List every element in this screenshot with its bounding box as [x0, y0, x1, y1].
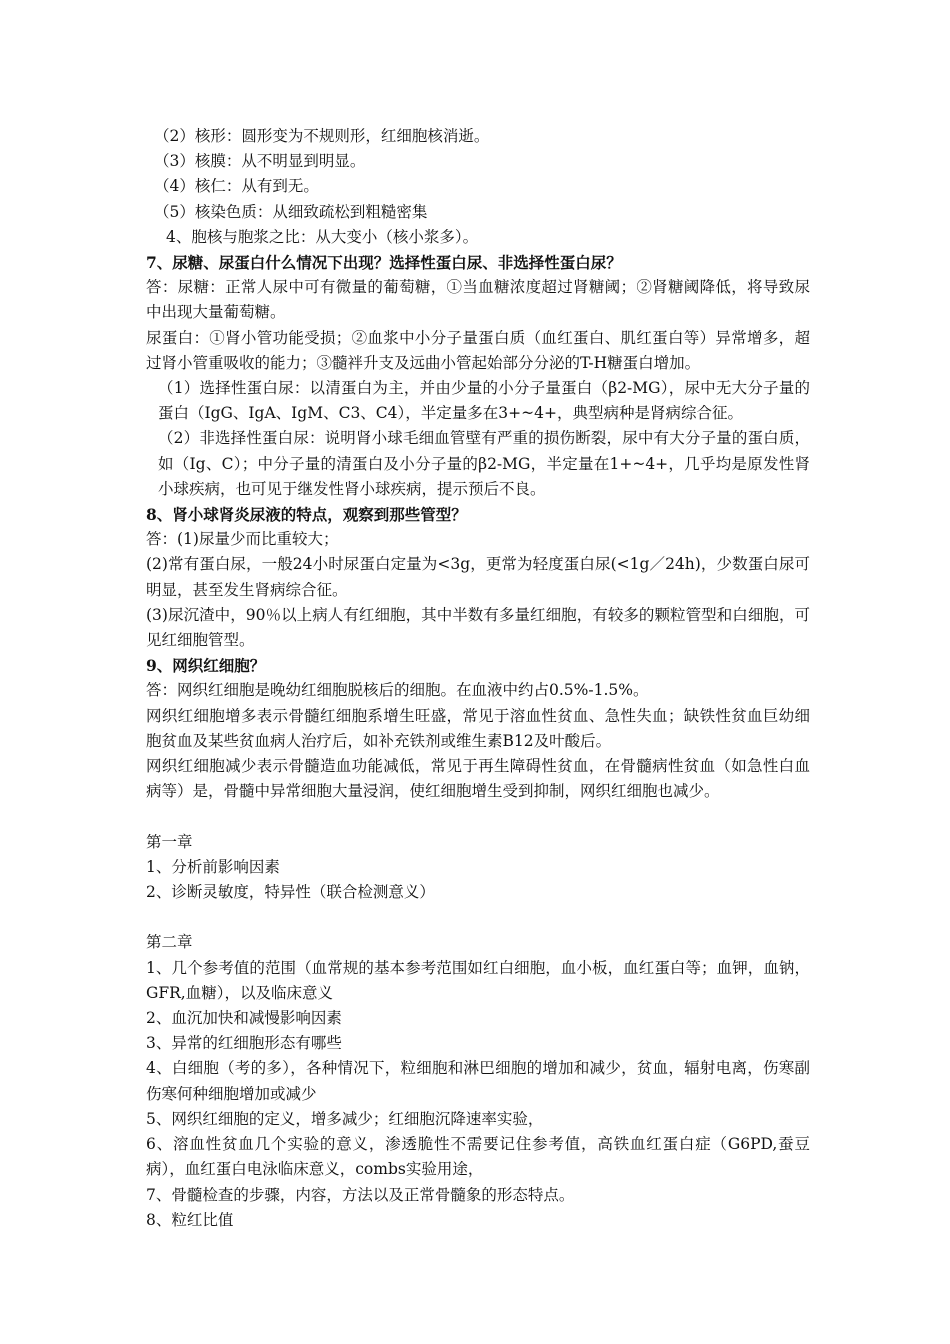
text-line: 4、胞核与胞浆之比：从大变小（核小浆多）。 [166, 227, 479, 246]
list-item: 7、骨髓检查的步骤，内容，方法以及正常骨髓象的形态特点。 [146, 1185, 575, 1204]
list-item: 1、分析前影响因素 [146, 857, 280, 876]
chapter-heading: 第二章 [146, 933, 193, 952]
chapter-heading: 第一章 [146, 832, 193, 851]
question-heading-8: 8、肾小球肾炎尿液的特点，观察到那些管型？ [146, 505, 467, 525]
paragraph: (2)常有蛋白尿，一般24小时尿蛋白定量为<3g，更常为轻度蛋白尿(<1g／24h)，少数蛋白尿可明显，甚至发生肾病综合征。 [146, 555, 810, 599]
list-item: 6、溶血性贫血几个实验的意义，渗透脆性不需要记住参考值，高铁血红蛋白症（G6PD,蚕豆病），血红蛋白电泳临床意义，combs实验用途， [146, 1135, 810, 1179]
text-line: （3）核膜：从不明显到明显。 [154, 152, 366, 171]
paragraph: 答：(1)尿量少而比重较大； [146, 530, 339, 549]
paragraph: 网织红细胞减少表示骨髓造血功能减低，常见于再生障碍性贫血，在骨髓病性贫血（如急性白血病等）是，骨髓中异常细胞大量浸润，使红细胞增生受到抑制，网织红细胞也减少。 [146, 757, 810, 801]
paragraph: 尿蛋白：①肾小管功能受损；②血浆中小分子量蛋白质（血红蛋白、肌红蛋白等）异常增多，超过肾小管重吸收的能力；③髓袢升支及远曲小管起始部分分泌的T-H糖蛋白增加。 [146, 328, 810, 372]
paragraph: 网织红细胞增多表示骨髓红细胞系增生旺盛，常见于溶血性贫血、急性失血；缺铁性贫血巨幼细胞贫血及某些贫血病人治疗后，如补充铁剂或维生素B12及叶酸后。 [146, 706, 810, 750]
question-heading-7: 7、尿糖、尿蛋白什么情况下出现？选择性蛋白尿、非选择性蛋白尿？ [146, 253, 622, 273]
spacer [146, 905, 810, 930]
text-line: （4）核仁：从有到无。 [154, 177, 319, 196]
paragraph: (3)尿沉渣中，90％以上病人有红细胞，其中半数有多量红细胞，有较多的颗粒管型和白细胞，可见红细胞管型。 [146, 605, 810, 650]
text-line: （2）核形：圆形变为不规则形，红细胞核消逝。 [154, 127, 490, 145]
question-heading-9: 9、网织红细胞？ [146, 656, 266, 676]
paragraph: 答：网织红细胞是晚幼红细胞脱核后的细胞。在血液中约占0.5%-1.5%。 [146, 681, 649, 700]
paragraph: 答：尿糖：正常人尿中可有微量的葡萄糖，①当血糖浓度超过肾糖阈；②肾糖阈降低，将导致尿中出现大量葡萄糖。 [146, 278, 810, 322]
list-item: 5、网织红细胞的定义，增多减少；红细胞沉降速率实验， [146, 1109, 544, 1128]
list-item: 3、异常的红细胞形态有哪些 [146, 1034, 342, 1053]
list-item: 1、几个参考值的范围（血常规的基本参考范围如红白细胞，血小板，血红蛋白等；血钾，血钠，GFR,血糖），以及临床意义 [146, 958, 810, 1002]
list-item: 2、血沉加快和减慢影响因素 [146, 1009, 342, 1028]
spacer [146, 804, 810, 829]
list-item: 2、诊断灵敏度，特异性（联合检测意义） [146, 883, 435, 902]
list-item: 4、白细胞（考的多），各种情况下，粒细胞和淋巴细胞的增加和减少，贫血，辐射电离，伤寒副伤寒何种细胞增加或减少 [146, 1059, 810, 1103]
list-item: 8、粒红比值 [146, 1210, 234, 1229]
paragraph: （2）非选择性蛋白尿：说明肾小球毛细血管壁有严重的损伤断裂，尿中有大分子量的蛋白质，如（Ig、C）；中分子量的清蛋白及小分子量的β2-MG，半定量在1+~4+，几乎均是原发性肾小球疾病，也可见于继发性肾小球疾病，提示预后不良。 [158, 429, 810, 498]
document-body [146, 124, 810, 1233]
paragraph: （1）选择性蛋白尿：以清蛋白为主，并由少量的小分子量蛋白（β2-MG），尿中无大分子量的蛋白（IgG、IgA、IgM、C3、C4），半定量多在3+~4+，典型病种是肾病综合征。 [158, 379, 810, 423]
text-line: （5）核染色质：从细致疏松到粗糙密集 [154, 202, 428, 221]
